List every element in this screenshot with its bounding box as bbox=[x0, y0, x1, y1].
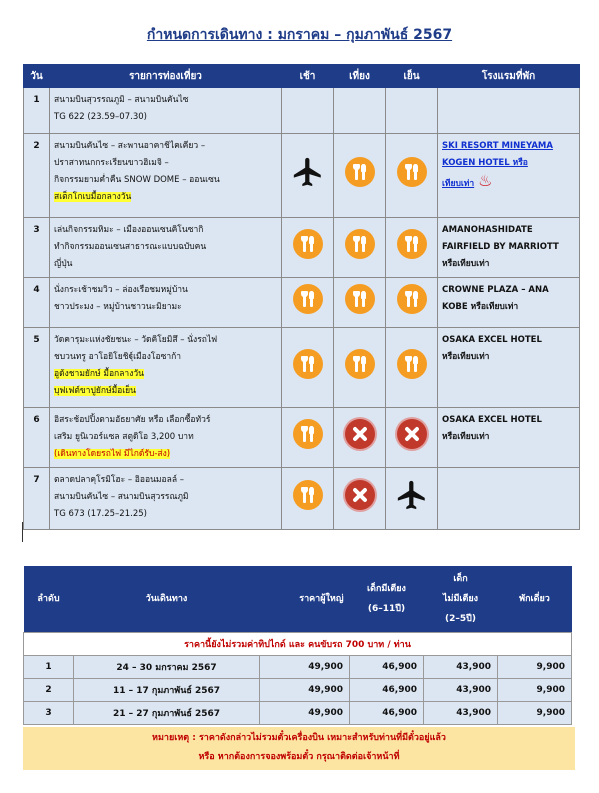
meal-icon bbox=[293, 229, 323, 259]
dinner-cell bbox=[386, 328, 438, 408]
row-adult: 49,900 bbox=[260, 679, 350, 702]
day-number: 6 bbox=[24, 408, 50, 468]
row-single: 9,900 bbox=[498, 656, 572, 679]
program-line: กิจกรรมยามค่ำคืน SNOW DOME – ออนเซน bbox=[54, 175, 220, 185]
table-row bbox=[24, 702, 572, 725]
dinner-cell bbox=[386, 468, 438, 530]
meal-icon bbox=[345, 157, 375, 187]
lunch-cell bbox=[334, 278, 386, 328]
program-line: เล่นกิจกรรมหิมะ – เมืองออนเซนคิโนซากิ bbox=[54, 225, 204, 235]
col-child-nobed bbox=[424, 566, 498, 633]
plane-icon bbox=[395, 478, 429, 512]
hotel-cell bbox=[438, 88, 580, 134]
remark-box bbox=[23, 727, 575, 770]
lunch-cell bbox=[334, 468, 386, 530]
hotel-line: หรือเทียบเท่า bbox=[442, 352, 490, 362]
row-child-nobed: 43,900 bbox=[424, 656, 498, 679]
col-order: ลำดับ bbox=[24, 566, 74, 633]
day-program bbox=[50, 408, 282, 468]
hotel-line: AMANOHASHIDATE bbox=[442, 225, 533, 235]
no-meal-icon bbox=[397, 419, 427, 449]
transport-note: (เดินทางโดยรถไฟ มีไกด์รับ-ส่ง) bbox=[54, 449, 171, 459]
meal-icon bbox=[397, 157, 427, 187]
itinerary-row bbox=[24, 468, 580, 530]
day-number: 7 bbox=[24, 468, 50, 530]
row-child-nobed: 43,900 bbox=[424, 702, 498, 725]
itinerary-table bbox=[23, 64, 580, 530]
hotel-cell bbox=[438, 134, 580, 218]
breakfast-cell bbox=[282, 278, 334, 328]
row-adult: 49,900 bbox=[260, 656, 350, 679]
itinerary-row bbox=[24, 328, 580, 408]
meal-icon bbox=[293, 284, 323, 314]
meal-highlight: อูด้งชามยักษ์ มื้อกลางวัน bbox=[54, 369, 144, 379]
child-bed-label: เด็กมีเตียง bbox=[367, 584, 406, 594]
lunch-cell bbox=[334, 328, 386, 408]
row-child-bed: 46,900 bbox=[350, 679, 424, 702]
col-date: วันเดินทาง bbox=[74, 566, 260, 633]
dinner-cell bbox=[386, 134, 438, 218]
remark-line-2: หรือ หากต้องการจองพร้อมตั๋ว กรุณาติดต่อเจ้าหน้าที่ bbox=[198, 752, 400, 762]
no-meal-icon bbox=[345, 480, 375, 510]
hotel-line: CROWNE PLAZA – ANA bbox=[442, 285, 549, 295]
no-meal-icon bbox=[345, 419, 375, 449]
program-line: TG 622 (23.59–07.30) bbox=[54, 112, 147, 122]
program-line: วัดคารุมะแห่งชัยชนะ – วัดคิโยมิสึ – นั่งรถไฟ bbox=[54, 335, 218, 345]
page-title: กำหนดการเดินทาง : มกราคม – กุมภาพันธ์ 2567 bbox=[146, 27, 453, 43]
hotel-cell bbox=[438, 278, 580, 328]
program-line: ปราสาทนกกระเรียนขาวฮิเมจิ – bbox=[54, 158, 169, 168]
dinner-cell bbox=[386, 408, 438, 468]
price-note-row bbox=[24, 633, 572, 656]
lunch-cell bbox=[334, 134, 386, 218]
day-number: 4 bbox=[24, 278, 50, 328]
col-child-bed bbox=[350, 566, 424, 633]
lunch-cell bbox=[334, 88, 386, 134]
day-number: 5 bbox=[24, 328, 50, 408]
remark-line-1: หมายเหตุ : ราคาดังกล่าวไม่รวมตั๋วเครื่องบิน เหมาะสำหรับท่านที่มีตั๋วอยู่แล้ว bbox=[152, 733, 446, 743]
price-table bbox=[23, 566, 572, 725]
hotel-line: KOBE หรือเทียบเท่า bbox=[442, 302, 519, 312]
program-line: ตลาดปลาคุโรมิโฮะ – อิออนมอลล์ – bbox=[54, 475, 184, 485]
meal-icon bbox=[293, 419, 323, 449]
day-program bbox=[50, 134, 282, 218]
divider-line bbox=[22, 522, 23, 542]
itinerary-row bbox=[24, 278, 580, 328]
col-program: รายการท่องเที่ยว bbox=[50, 65, 282, 88]
day-program bbox=[50, 328, 282, 408]
breakfast-cell bbox=[282, 408, 334, 468]
program-line: นั่งกระเช้าชมวิว – ล่องเรือชมหมู่บ้าน bbox=[54, 285, 188, 295]
day-program bbox=[50, 218, 282, 278]
table-row bbox=[24, 679, 572, 702]
program-line: ชบวนทรู อาโอยิโยชิฐุ์เมืองโอซาก้า bbox=[54, 352, 182, 362]
row-date: 11 – 17 กุมภาพันธ์ 2567 bbox=[74, 679, 260, 702]
plane-icon bbox=[291, 155, 325, 189]
child-nobed-label-1: เด็ก bbox=[453, 574, 468, 584]
lunch-cell bbox=[334, 408, 386, 468]
lunch-cell bbox=[334, 218, 386, 278]
child-nobed-label-2: ไม่มีเตียง bbox=[443, 594, 478, 604]
row-child-bed: 46,900 bbox=[350, 702, 424, 725]
row-child-nobed: 43,900 bbox=[424, 679, 498, 702]
breakfast-cell bbox=[282, 218, 334, 278]
row-order: 1 bbox=[24, 656, 74, 679]
hotel-cell bbox=[438, 218, 580, 278]
meal-icon bbox=[397, 229, 427, 259]
hotel-line: FAIRFIELD BY MARRIOTT bbox=[442, 242, 559, 252]
hotel-line: หรือเทียบเท่า bbox=[442, 259, 490, 269]
day-program bbox=[50, 88, 282, 134]
breakfast-cell bbox=[282, 88, 334, 134]
breakfast-cell bbox=[282, 468, 334, 530]
meal-icon bbox=[293, 480, 323, 510]
hotel-cell bbox=[438, 468, 580, 530]
program-line: เสริม ยูนิเวอร์แซล สตูดิโอ 3,200 บาท bbox=[54, 432, 194, 442]
hotel-line: OSAKA EXCEL HOTEL bbox=[442, 415, 542, 425]
row-date: 24 – 30 มกราคม 2567 bbox=[74, 656, 260, 679]
col-breakfast: เช้า bbox=[282, 65, 334, 88]
col-dinner: เย็น bbox=[386, 65, 438, 88]
day-program bbox=[50, 278, 282, 328]
itinerary-header-row bbox=[24, 65, 580, 88]
program-line: สนามบินสุวรรณภูมิ – สนามบินคันไซ bbox=[54, 95, 189, 105]
hotel-link[interactable]: SKI RESORT MINEYAMA bbox=[442, 141, 553, 151]
itinerary-row bbox=[24, 408, 580, 468]
meal-highlight: สเต็กโกเบมื้อกลางวัน bbox=[54, 192, 132, 202]
day-program bbox=[50, 468, 282, 530]
program-line: สนามบินคันไซ – สะพานอาคาชิไคเคียว – bbox=[54, 141, 206, 151]
program-line: อิสระช้อปปิ้งตามอัธยาศัย หรือ เลือกซื้อทัวร์ bbox=[54, 415, 211, 425]
row-adult: 49,900 bbox=[260, 702, 350, 725]
breakfast-cell bbox=[282, 328, 334, 408]
program-line: สนามบินคันไซ – สนามบินสุวรรณภูมิ bbox=[54, 492, 189, 502]
day-number: 1 bbox=[24, 88, 50, 134]
breakfast-cell bbox=[282, 134, 334, 218]
hotel-link[interactable]: เทียบเท่า bbox=[442, 179, 475, 189]
row-order: 2 bbox=[24, 679, 74, 702]
row-date: 21 – 27 กุมภาพันธ์ 2567 bbox=[74, 702, 260, 725]
row-single: 9,900 bbox=[498, 679, 572, 702]
day-number: 2 bbox=[24, 134, 50, 218]
child-nobed-age: (2–5ปี) bbox=[445, 614, 476, 624]
meal-icon bbox=[345, 349, 375, 379]
price-header-row bbox=[24, 566, 572, 633]
dinner-cell bbox=[386, 88, 438, 134]
meal-icon bbox=[345, 284, 375, 314]
meal-highlight: บุฟเฟต์ขาปูยักษ์มื้อเย็น bbox=[54, 386, 136, 396]
row-order: 3 bbox=[24, 702, 74, 725]
program-line: ทำกิจกรรมออนเซนสาธารณะแบบฉบับคน bbox=[54, 242, 207, 252]
meal-icon bbox=[397, 349, 427, 379]
onsen-icon: ♨ bbox=[478, 171, 493, 190]
itinerary-row bbox=[24, 88, 580, 134]
dinner-cell bbox=[386, 218, 438, 278]
col-adult: ราคาผู้ใหญ่ bbox=[260, 566, 350, 633]
price-note: ราคานี้ยังไม่รวมค่าทิปไกด์ และ คนขับรถ 700 บาท / ท่าน bbox=[24, 633, 572, 656]
col-hotel: โรงแรมที่พัก bbox=[438, 65, 580, 88]
row-single: 9,900 bbox=[498, 702, 572, 725]
hotel-link[interactable]: KOGEN HOTEL หรือ bbox=[442, 158, 528, 168]
hotel-line: OSAKA EXCEL HOTEL bbox=[442, 335, 542, 345]
itinerary-row bbox=[24, 134, 580, 218]
col-day: วัน bbox=[24, 65, 50, 88]
program-line: ญี่ปุ่น bbox=[54, 259, 73, 269]
row-child-bed: 46,900 bbox=[350, 656, 424, 679]
col-lunch: เที่ยง bbox=[334, 65, 386, 88]
hotel-line: หรือเทียบเท่า bbox=[442, 432, 490, 442]
col-single: พักเดี่ยว bbox=[498, 566, 572, 633]
program-line: ชาวประมง – หมู่บ้านชาวนะมิยามะ bbox=[54, 302, 182, 312]
dinner-cell bbox=[386, 278, 438, 328]
hotel-cell bbox=[438, 408, 580, 468]
meal-icon bbox=[293, 349, 323, 379]
day-number: 3 bbox=[24, 218, 50, 278]
table-row bbox=[24, 656, 572, 679]
hotel-cell bbox=[438, 328, 580, 408]
program-line: TG 673 (17.25–21.25) bbox=[54, 509, 147, 519]
meal-icon bbox=[345, 229, 375, 259]
child-bed-age: (6–11ปี) bbox=[367, 604, 406, 614]
meal-icon bbox=[397, 284, 427, 314]
itinerary-row bbox=[24, 218, 580, 278]
